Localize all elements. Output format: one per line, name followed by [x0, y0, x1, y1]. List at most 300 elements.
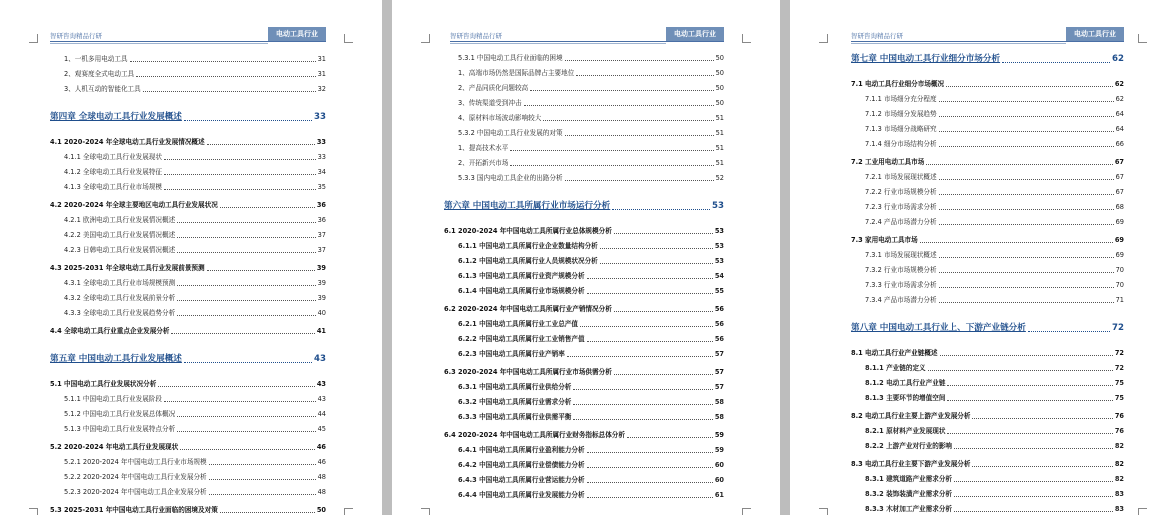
toc-entry[interactable]: [865, 391, 1124, 405]
toc-dot-leader: [177, 431, 315, 432]
toc-entry-title: 4.4 全球电动工具行业重点企业发展分析: [50, 327, 170, 335]
toc-page-number: 70: [1115, 281, 1124, 289]
toc-page-number: 55: [714, 287, 724, 295]
crop-mark: [819, 508, 828, 515]
toc-entry-title: 5.1.3 中国电动工具行业发展特点分析: [64, 425, 176, 433]
toc-entry-title: 7.3.3 行业市场需求分析: [865, 281, 937, 289]
toc-dot-leader: [939, 101, 1114, 102]
toc-dot-leader: [177, 416, 315, 417]
toc-entry-title: 7.1 电动工具行业细分市场概况: [851, 80, 945, 88]
crop-mark: [1138, 508, 1147, 515]
toc-page-number: 82: [1114, 442, 1124, 450]
toc-entry-title: 7.1.4 细分市场结构分析: [865, 140, 937, 148]
toc-page-number: 43: [316, 380, 326, 388]
toc-entry[interactable]: [64, 291, 326, 305]
toc-page-number: 33: [314, 112, 326, 122]
toc-entry[interactable]: [865, 502, 1124, 515]
toc-page-number: 51: [715, 144, 724, 152]
toc-dot-leader: [954, 511, 1113, 512]
toc-entry[interactable]: [64, 470, 326, 484]
toc-page-number: 59: [714, 431, 724, 439]
toc-entry-title: 7.1.2 市场细分发展趋势: [865, 110, 937, 118]
toc-page-number: 50: [715, 69, 724, 77]
toc-entry-title: 8.3.2 装饰装潢产业需求分析: [865, 490, 953, 498]
toc-entry-title: 8.2.2 上游产业对行业的影响: [865, 442, 953, 450]
crop-mark: [1138, 34, 1147, 43]
toc-entry[interactable]: [865, 293, 1124, 307]
toc-entry[interactable]: [458, 443, 724, 457]
crop-mark: [742, 34, 751, 43]
toc-dot-leader: [1002, 62, 1110, 63]
toc-dot-leader: [947, 400, 1112, 401]
toc-entry[interactable]: [851, 346, 1124, 360]
crop-mark: [742, 508, 751, 515]
toc-entry[interactable]: [458, 269, 724, 283]
toc-page-number: 72: [1114, 349, 1124, 357]
toc-entry[interactable]: [865, 122, 1124, 136]
toc-chapter-entry[interactable]: [50, 109, 326, 125]
toc-dot-leader: [946, 86, 1113, 87]
toc-entry-title: 6.4.2 中国电动工具所属行业偿债能力分析: [458, 461, 585, 469]
toc-dot-leader: [565, 180, 714, 181]
toc-dot-leader: [524, 105, 714, 106]
toc-page-number: 51: [715, 114, 724, 122]
toc-entry[interactable]: [865, 92, 1124, 106]
toc-dot-leader: [939, 146, 1114, 147]
toc-page-number: 62: [1112, 54, 1124, 64]
toc-dot-leader: [926, 164, 1112, 165]
toc-page-number: 62: [1115, 95, 1124, 103]
toc-entry-title: 7.2 工业用电动工具市场: [851, 158, 925, 166]
toc-entry[interactable]: [64, 180, 326, 194]
toc-entry-title: 4.1 2020-2024 年全球电动工具行业发展情况概述: [50, 138, 205, 146]
toc-entry[interactable]: [458, 380, 724, 394]
toc-entry[interactable]: [50, 324, 326, 338]
toc-page-number: 64: [1115, 110, 1124, 118]
toc-dot-leader: [130, 61, 316, 62]
toc-entry-title: 7.3 家用电动工具市场: [851, 236, 918, 244]
toc-entry-title: 8.2 电动工具行业主要上游产业发展分析: [851, 412, 971, 420]
toc-entry[interactable]: [64, 422, 326, 436]
toc-dot-leader: [972, 418, 1112, 419]
toc-entry-title: 6.2.2 中国电动工具所属行业工业销售产值: [458, 335, 585, 343]
toc-entry[interactable]: [851, 77, 1124, 91]
toc-page-number: 44: [317, 410, 326, 418]
toc-entry-title: 1、提高技术水平: [458, 144, 509, 152]
toc-page-number: 60: [714, 476, 724, 484]
toc-entry[interactable]: [865, 472, 1124, 486]
toc-entry[interactable]: [458, 156, 724, 170]
toc-entry[interactable]: [458, 66, 724, 80]
document-page-1: [0, 0, 382, 515]
toc-entry-title: 7.3.4 产品市场潜力分析: [865, 296, 937, 304]
toc-page-number: 59: [714, 446, 724, 454]
toc-dot-leader: [939, 116, 1114, 117]
toc-page-number: 60: [714, 461, 724, 469]
toc-entry-title: 6.1.3 中国电动工具所属行业资产规模分析: [458, 272, 585, 280]
toc-entry-title: 2、开拓新兴市场: [458, 159, 509, 167]
toc-entry-title: 6.3.2 中国电动工具所属行业需求分析: [458, 398, 572, 406]
toc-dot-leader: [587, 497, 713, 498]
toc-dot-leader: [220, 512, 315, 513]
toc-entry-title: 3、人机互动的智能化工具: [64, 85, 141, 93]
toc-entry-title: 6.3 2020-2024 年中国电动工具所属行业市场供需分析: [444, 368, 612, 376]
toc-entry-title: 7.2.3 行业市场需求分析: [865, 203, 937, 211]
toc-entry-title: 7.3.1 市场发展现状概述: [865, 251, 937, 259]
toc-page-number: 58: [714, 413, 724, 421]
toc-entry[interactable]: [64, 455, 326, 469]
header-rule-thin: [50, 43, 268, 44]
toc-entry[interactable]: [458, 317, 724, 331]
toc-entry-title: 8.1.3 主要环节的增值空间: [865, 394, 946, 402]
toc-entry-title: 4.3.1 全球电动工具行业市场规模预测: [64, 279, 176, 287]
toc-dot-leader: [928, 370, 1113, 371]
toc-entry-title: 6.2.1 中国电动工具所属行业工业总产值: [458, 320, 578, 328]
toc-page-number: 67: [1115, 188, 1124, 196]
toc-entry-title: 5.2.3 2020-2024 年中国电动工具企业发展分析: [64, 488, 207, 496]
toc-entry-title: 5.2 2020-2024 年电动工具行业发展现状: [50, 443, 179, 451]
toc-entry[interactable]: [458, 81, 724, 95]
crop-mark: [29, 34, 38, 43]
toc-entry[interactable]: [865, 376, 1124, 390]
toc-page-number: 33: [316, 138, 326, 146]
toc-entry[interactable]: [458, 141, 724, 155]
toc-entry[interactable]: [865, 263, 1124, 277]
toc-dot-leader: [209, 479, 316, 480]
toc-dot-leader: [510, 150, 713, 151]
toc-entry-title: 5.3 2025-2031 年中国电动工具行业面临的困境及对策: [50, 506, 218, 514]
toc-entry[interactable]: [851, 409, 1124, 423]
toc-dot-leader: [580, 326, 713, 327]
toc-dot-leader: [939, 257, 1114, 258]
header-rule: [851, 41, 1124, 42]
toc-dot-leader: [184, 362, 312, 363]
toc-entry[interactable]: [865, 248, 1124, 262]
toc-page-number: 45: [317, 425, 326, 433]
toc-page-number: 76: [1114, 427, 1124, 435]
toc-entry[interactable]: [64, 67, 326, 81]
toc-dot-leader: [136, 76, 315, 77]
toc-dot-leader: [164, 401, 316, 402]
toc-entry[interactable]: [458, 395, 724, 409]
toc-dot-leader: [947, 385, 1112, 386]
toc-entry[interactable]: [458, 254, 724, 268]
toc-chapter-entry[interactable]: [851, 51, 1124, 67]
toc-entry-title: 4.1.2 全球电动工具行业发展特征: [64, 168, 162, 176]
toc-dot-leader: [939, 131, 1114, 132]
toc-page-number: 56: [714, 335, 724, 343]
toc-page-number: 67: [1114, 158, 1124, 166]
toc-page-number: 53: [714, 242, 724, 250]
toc-entry-title: 7.2.2 行业市场规模分析: [865, 188, 937, 196]
toc-page-number: 83: [1114, 505, 1124, 513]
toc-dot-leader: [939, 224, 1114, 225]
toc-entry-title: 第八章 中国电动工具行业上、下游产业链分析: [851, 323, 1026, 333]
toc-dot-leader: [587, 278, 713, 279]
toc-entry-title: 8.3.1 建筑道路产业需求分析: [865, 475, 953, 483]
toc-entry-title: 5.1.1 中国电动工具行业发展阶段: [64, 395, 162, 403]
toc-chapter-entry[interactable]: [444, 198, 724, 214]
toc-entry[interactable]: [444, 224, 724, 238]
toc-page-number: 39: [317, 294, 326, 302]
toc-dot-leader: [207, 270, 315, 271]
toc-dot-leader: [220, 207, 315, 208]
toc-page-number: 50: [316, 506, 326, 514]
toc-page-number: 35: [317, 183, 326, 191]
toc-page-number: 58: [714, 398, 724, 406]
toc-entry[interactable]: [64, 306, 326, 320]
toc-entry[interactable]: [64, 276, 326, 290]
toc-entry-title: 6.2 2020-2024 年中国电动工具所属行业产销情况分析: [444, 305, 612, 313]
toc-entry-title: 8.3 电动工具行业主要下游产业发展分析: [851, 460, 971, 468]
crop-mark: [344, 34, 353, 43]
toc-dot-leader: [177, 252, 315, 253]
toc-entry-title: 1、一机多用电动工具: [64, 55, 128, 63]
toc-entry[interactable]: [458, 284, 724, 298]
header-industry-tag: 电动工具行业: [268, 27, 326, 42]
toc-entry[interactable]: [458, 347, 724, 361]
toc-dot-leader: [939, 272, 1114, 273]
toc-entry-title: 6.2.3 中国电动工具所属行业产销率: [458, 350, 565, 358]
toc-page-number: 57: [714, 368, 724, 376]
toc-dot-leader: [565, 60, 714, 61]
toc-entry-title: 4.3 2025-2031 年全球电动工具行业发展前景预测: [50, 264, 205, 272]
toc-dot-leader: [207, 144, 315, 145]
toc-dot-leader: [939, 302, 1114, 303]
toc-entry[interactable]: [64, 82, 326, 96]
toc-entry-title: 6.1.4 中国电动工具所属行业市场规模分析: [458, 287, 585, 295]
toc-dot-leader: [954, 496, 1113, 497]
toc-page-number: 83: [1114, 490, 1124, 498]
toc-entry-title: 6.1.2 中国电动工具所属行业人员规模状况分析: [458, 257, 598, 265]
toc-entry[interactable]: [50, 261, 326, 275]
toc-chapter-entry[interactable]: [851, 320, 1124, 336]
toc-entry[interactable]: [444, 428, 724, 442]
toc-page-number: 82: [1114, 475, 1124, 483]
toc-page-number: 32: [317, 85, 326, 93]
toc-page-number: 51: [715, 159, 724, 167]
toc-chapter-entry[interactable]: [50, 351, 326, 367]
toc-entry-title: 6.1.1 中国电动工具所属行业企业数量结构分析: [458, 242, 598, 250]
toc-page-number: 39: [316, 264, 326, 272]
toc-entry-title: 4.1.1 全球电动工具行业发展现状: [64, 153, 162, 161]
header-brand: 智研咨询精品行研: [450, 32, 502, 40]
toc-page-number: 53: [714, 227, 724, 235]
toc-page-number: 76: [1114, 412, 1124, 420]
toc-entry-title: 5.1.2 中国电动工具行业发展总体概况: [64, 410, 176, 418]
toc-page-number: 43: [314, 354, 326, 364]
toc-dot-leader: [164, 189, 316, 190]
header-brand: 智研咨询精品行研: [851, 32, 903, 40]
toc-page-number: 48: [317, 488, 326, 496]
toc-page-number: 66: [1115, 140, 1124, 148]
toc-page-number: 31: [317, 55, 326, 63]
toc-page-number: 56: [714, 305, 724, 313]
toc-entry[interactable]: [865, 439, 1124, 453]
toc-entry[interactable]: [458, 171, 724, 185]
toc-entry-title: 4.2.1 欧洲电动工具行业发展情况概述: [64, 216, 176, 224]
toc-entry[interactable]: [458, 111, 724, 125]
toc-entry-title: 5.3.2 中国电动工具行业发展的对策: [458, 129, 563, 137]
toc-dot-leader: [600, 263, 713, 264]
toc-entry[interactable]: [865, 170, 1124, 184]
toc-entry[interactable]: [851, 457, 1124, 471]
toc-page-number: 46: [316, 443, 326, 451]
document-page-2: [392, 0, 780, 515]
toc-page-number: 52: [715, 174, 724, 182]
document-page-3: [790, 0, 1176, 515]
toc-page-number: 40: [317, 309, 326, 317]
toc-entry-title: 6.4 2020-2024 年中国电动工具所属行业财务指标总体分析: [444, 431, 625, 439]
crop-mark: [819, 34, 828, 43]
toc-page-number: 53: [714, 257, 724, 265]
toc-dot-leader: [177, 285, 315, 286]
toc-entry-title: 7.2.1 市场发展现状概述: [865, 173, 937, 181]
toc-entry[interactable]: [64, 150, 326, 164]
toc-entry[interactable]: [64, 392, 326, 406]
toc-entry[interactable]: [64, 213, 326, 227]
header-brand: 智研咨询精品行研: [50, 32, 102, 40]
toc-page-number: 54: [714, 272, 724, 280]
toc-dot-leader: [612, 209, 710, 210]
toc-page-number: 75: [1114, 394, 1124, 402]
toc-entry[interactable]: [865, 215, 1124, 229]
toc-entry-title: 1、高端市场仍然是国际品牌占主要地位: [458, 69, 575, 77]
toc-page-number: 31: [317, 70, 326, 78]
toc-entry-title: 6.3.3 中国电动工具所属行业供需平衡: [458, 413, 572, 421]
toc-dot-leader: [180, 449, 315, 450]
toc-page-number: 46: [317, 458, 326, 466]
toc-entry[interactable]: [64, 407, 326, 421]
toc-dot-leader: [573, 404, 712, 405]
toc-entry-title: 第五章 中国电动工具行业发展概述: [50, 354, 182, 364]
toc-dot-leader: [177, 237, 315, 238]
toc-dot-leader: [576, 75, 713, 76]
toc-dot-leader: [939, 287, 1114, 288]
toc-entry[interactable]: [50, 135, 326, 149]
toc-entry[interactable]: [458, 458, 724, 472]
toc-dot-leader: [614, 374, 713, 375]
toc-entry[interactable]: [444, 365, 724, 379]
toc-entry-title: 4.3.3 全球电动工具行业发展趋势分析: [64, 309, 176, 317]
toc-entry[interactable]: [458, 126, 724, 140]
toc-entry[interactable]: [444, 302, 724, 316]
toc-entry-title: 6.1 2020-2024 年中国电动工具所属行业总体规模分析: [444, 227, 612, 235]
toc-dot-leader: [209, 494, 316, 495]
toc-entry-title: 第六章 中国电动工具所属行业市场运行分析: [444, 201, 611, 211]
toc-page-number: 36: [317, 216, 326, 224]
toc-entry[interactable]: [865, 185, 1124, 199]
toc-entry[interactable]: [865, 278, 1124, 292]
toc-entry-title: 2、观赛度全式电动工具: [64, 70, 135, 78]
toc-dot-leader: [947, 433, 1112, 434]
toc-entry-title: 8.1 电动工具行业产业链概述: [851, 349, 938, 357]
toc-page-number: 41: [316, 327, 326, 335]
toc-entry[interactable]: [865, 361, 1124, 375]
toc-entry[interactable]: [64, 243, 326, 257]
toc-dot-leader: [600, 248, 713, 249]
crop-mark: [421, 508, 430, 515]
toc-page-number: 34: [317, 168, 326, 176]
toc-entry-title: 5.1 中国电动工具行业发展状况分析: [50, 380, 157, 388]
toc-page-number: 50: [715, 54, 724, 62]
toc-entry[interactable]: [50, 503, 326, 515]
toc-dot-leader: [143, 91, 316, 92]
toc-entry-title: 4、原材料市场波动影响较大: [458, 114, 542, 122]
toc-entry-title: 8.1.1 产业链的定义: [865, 364, 926, 372]
toc-entry[interactable]: [865, 424, 1124, 438]
toc-dot-leader: [573, 389, 712, 390]
toc-entry[interactable]: [458, 239, 724, 253]
toc-page-number: 57: [714, 350, 724, 358]
toc-dot-leader: [543, 120, 713, 121]
toc-dot-leader: [164, 174, 316, 175]
toc-entry-title: 5.3.3 国内电动工具企业的出路分析: [458, 174, 563, 182]
toc-entry[interactable]: [50, 377, 326, 391]
toc-entry[interactable]: [851, 233, 1124, 247]
toc-dot-leader: [940, 355, 1113, 356]
toc-page-number: 72: [1112, 323, 1124, 333]
toc-entry-title: 6.4.1 中国电动工具所属行业盈利能力分析: [458, 446, 585, 454]
toc-entry-title: 4.1.3 全球电动工具行业市场规模: [64, 183, 162, 191]
crop-mark: [29, 508, 38, 515]
toc-dot-leader: [587, 293, 713, 294]
toc-entry[interactable]: [50, 440, 326, 454]
toc-entry[interactable]: [64, 165, 326, 179]
toc-dot-leader: [177, 315, 315, 316]
toc-entry[interactable]: [865, 107, 1124, 121]
toc-dot-leader: [573, 419, 712, 420]
header-rule-thin: [450, 43, 666, 44]
toc-entry[interactable]: [458, 410, 724, 424]
toc-entry-title: 2、产品同质化问题较高: [458, 84, 529, 92]
toc-entry[interactable]: [458, 473, 724, 487]
toc-entry[interactable]: [851, 155, 1124, 169]
toc-dot-leader: [567, 356, 713, 357]
toc-dot-leader: [587, 341, 713, 342]
toc-entry[interactable]: [458, 51, 724, 65]
toc-entry[interactable]: [50, 198, 326, 212]
toc-entry[interactable]: [64, 228, 326, 242]
toc-page-number: 37: [317, 231, 326, 239]
toc-dot-leader: [939, 179, 1114, 180]
toc-entry-title: 7.1.3 市场细分战略研究: [865, 125, 937, 133]
toc-page-number: 62: [1114, 80, 1124, 88]
toc-dot-leader: [158, 386, 315, 387]
toc-entry-title: 5.2.1 2020-2024 年中国电动工具行业市场规模: [64, 458, 207, 466]
toc-entry-title: 8.3.3 木材加工产业需求分析: [865, 505, 953, 513]
toc-dot-leader: [209, 464, 316, 465]
header-rule-thin: [851, 43, 1066, 44]
toc-entry[interactable]: [865, 487, 1124, 501]
toc-page-number: 68: [1115, 203, 1124, 211]
toc-entry[interactable]: [458, 96, 724, 110]
toc-page-number: 39: [317, 279, 326, 287]
toc-entry[interactable]: [458, 332, 724, 346]
toc-entry[interactable]: [865, 137, 1124, 151]
toc-dot-leader: [565, 135, 714, 136]
toc-entry[interactable]: [865, 200, 1124, 214]
toc-entry[interactable]: [458, 488, 724, 502]
toc-dot-leader: [164, 159, 316, 160]
toc-dot-leader: [184, 120, 312, 121]
toc-entry[interactable]: [64, 485, 326, 499]
toc-dot-leader: [587, 467, 713, 468]
toc-dot-leader: [972, 466, 1112, 467]
toc-entry[interactable]: [64, 52, 326, 66]
toc-page-number: 57: [714, 383, 724, 391]
toc-entry-title: 7.1.1 市场细分充分程度: [865, 95, 937, 103]
